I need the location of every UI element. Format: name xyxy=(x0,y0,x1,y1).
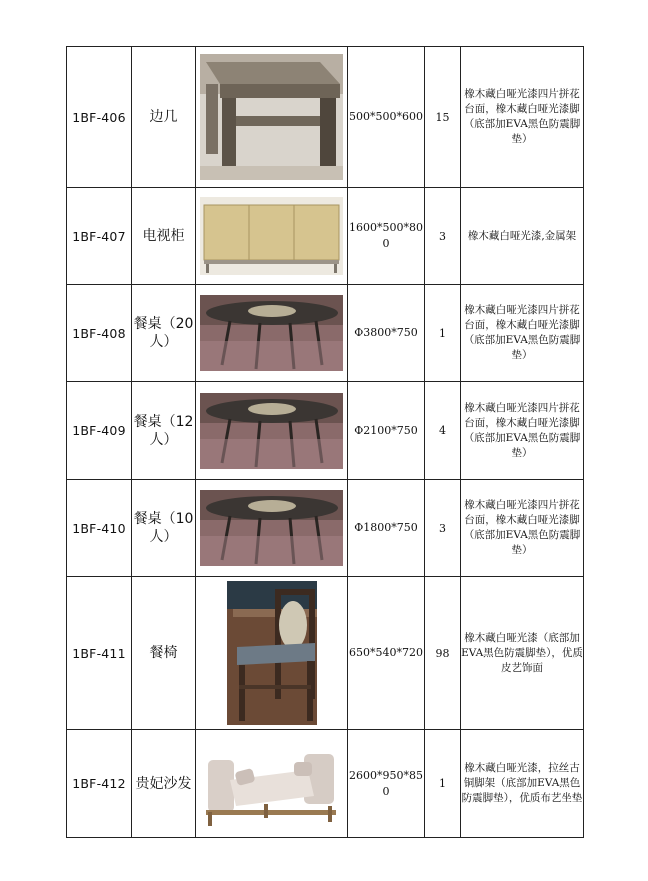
item-size: 2600*950*850 xyxy=(348,730,425,838)
item-code: 1BF-407 xyxy=(67,188,132,285)
item-quantity: 4 xyxy=(425,382,461,480)
dining-chair-image xyxy=(227,581,317,725)
item-description: 橡木藏白哑光漆四片拼花台面，橡木藏白哑光漆脚（底部加EVA黑色防震脚垫） xyxy=(461,480,584,577)
item-quantity: 15 xyxy=(425,47,461,188)
item-description: 橡木藏白哑光漆,金属架 xyxy=(461,188,584,285)
item-image-cell xyxy=(196,188,348,285)
item-size: 650*540*720 xyxy=(348,577,425,730)
product-spec-table xyxy=(66,46,584,838)
table-row xyxy=(67,480,584,577)
chaise-sofa-image xyxy=(200,740,343,828)
item-name: 餐椅 xyxy=(132,577,196,730)
item-quantity: 1 xyxy=(425,285,461,382)
item-quantity: 3 xyxy=(425,188,461,285)
dining-table-image xyxy=(200,295,343,371)
item-code: 1BF-410 xyxy=(67,480,132,577)
item-size: 500*500*600 xyxy=(348,47,425,188)
item-name: 餐桌（10人） xyxy=(132,480,196,577)
table-row xyxy=(67,188,584,285)
item-description: 橡木藏白哑光漆四片拼花台面，橡木藏白哑光漆脚（底部加EVA黑色防震脚垫） xyxy=(461,382,584,480)
item-image-cell xyxy=(196,480,348,577)
dining-table-image xyxy=(200,393,343,469)
table-row xyxy=(67,730,584,838)
item-description: 橡木藏白哑光漆，拉丝古铜脚架（底部加EVA黑色防震脚垫），优质布艺坐垫 xyxy=(461,730,584,838)
item-description: 橡木藏白哑光漆四片拼花台面，橡木藏白哑光漆脚（底部加EVA黑色防震脚垫） xyxy=(461,47,584,188)
item-image-cell xyxy=(196,382,348,480)
item-code: 1BF-412 xyxy=(67,730,132,838)
table-row xyxy=(67,285,584,382)
item-size: Φ3800*750 xyxy=(348,285,425,382)
tv-cabinet-image xyxy=(200,197,343,275)
table-row xyxy=(67,577,584,730)
table-row xyxy=(67,47,584,188)
item-size: Φ2100*750 xyxy=(348,382,425,480)
item-code: 1BF-409 xyxy=(67,382,132,480)
item-quantity: 98 xyxy=(425,577,461,730)
item-name: 餐桌（12人） xyxy=(132,382,196,480)
item-name: 餐桌（20人） xyxy=(132,285,196,382)
item-size: 1600*500*800 xyxy=(348,188,425,285)
side-table-image xyxy=(200,54,343,180)
item-code: 1BF-406 xyxy=(67,47,132,188)
dining-table-image xyxy=(200,490,343,566)
item-name: 电视柜 xyxy=(132,188,196,285)
item-quantity: 1 xyxy=(425,730,461,838)
item-size: Φ1800*750 xyxy=(348,480,425,577)
item-image-cell xyxy=(196,577,348,730)
item-code: 1BF-408 xyxy=(67,285,132,382)
table-row xyxy=(67,382,584,480)
item-name: 边几 xyxy=(132,47,196,188)
item-quantity: 3 xyxy=(425,480,461,577)
item-code: 1BF-411 xyxy=(67,577,132,730)
item-description: 橡木藏白哑光漆（底部加EVA黑色防震脚垫），优质皮艺饰面 xyxy=(461,577,584,730)
item-image-cell xyxy=(196,285,348,382)
item-description: 橡木藏白哑光漆四片拼花台面，橡木藏白哑光漆脚（底部加EVA黑色防震脚垫） xyxy=(461,285,584,382)
item-name: 贵妃沙发 xyxy=(132,730,196,838)
item-image-cell xyxy=(196,730,348,838)
item-image-cell xyxy=(196,47,348,188)
